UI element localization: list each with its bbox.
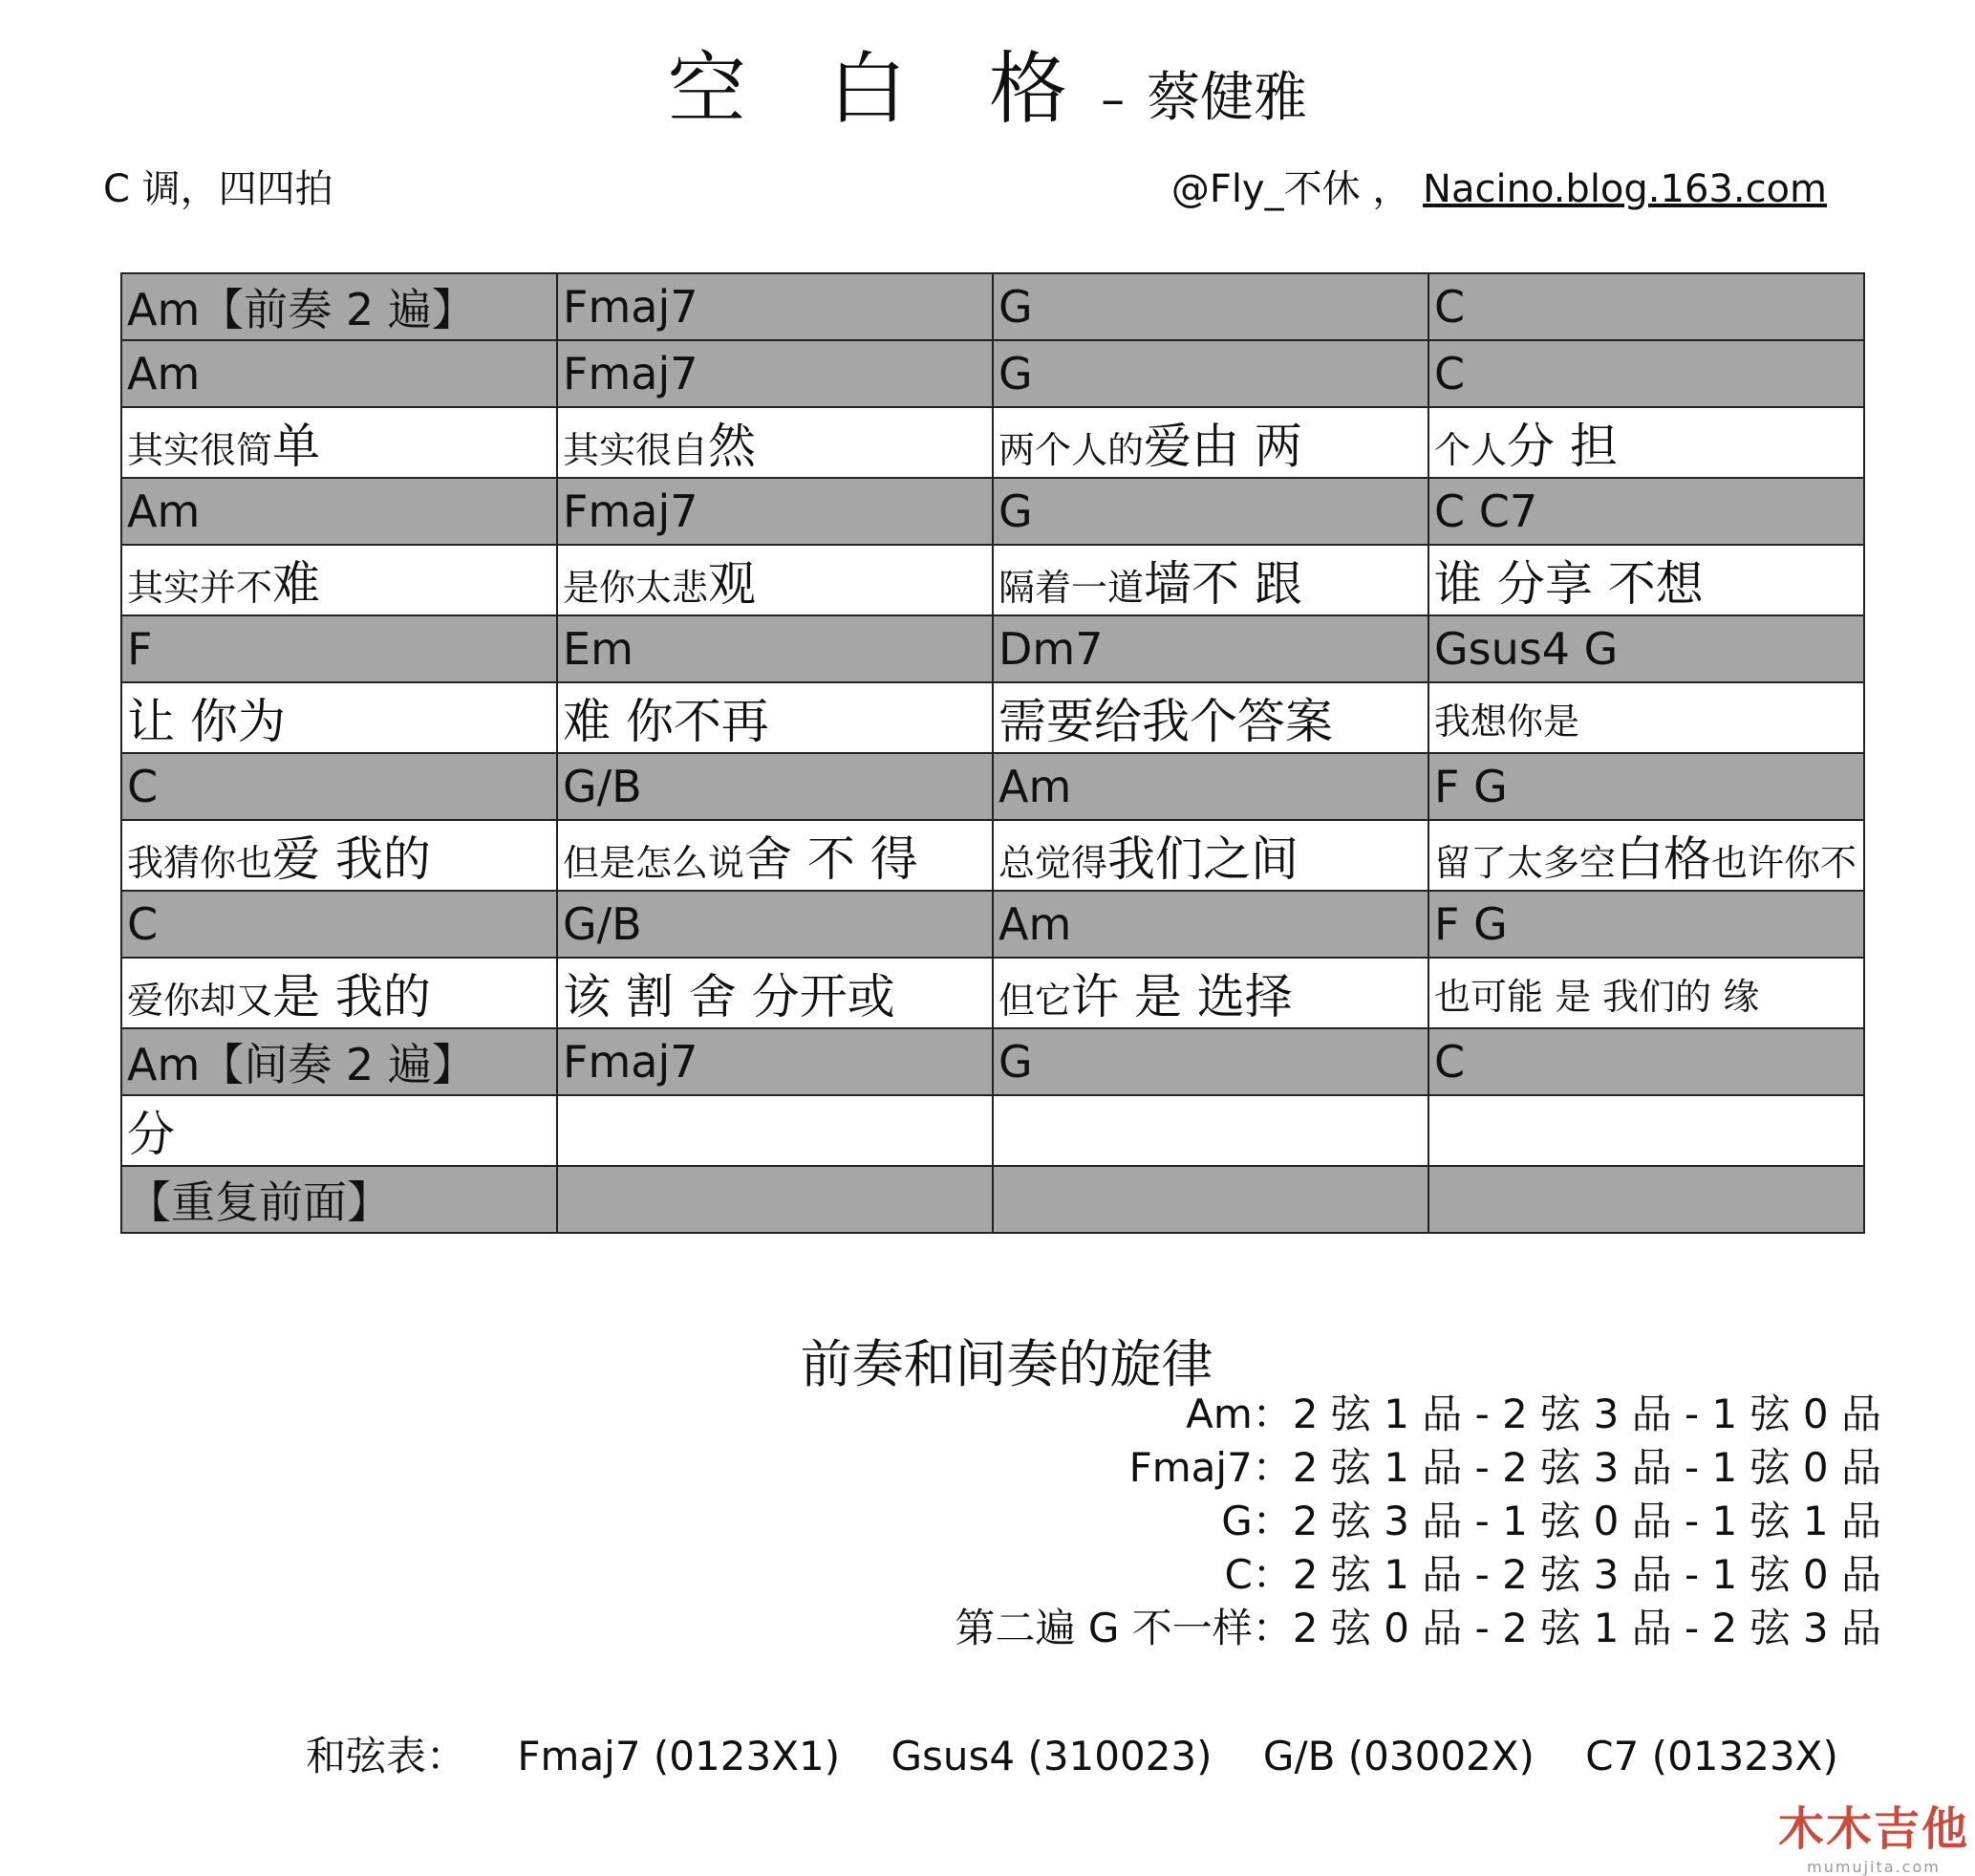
watermark-logo: 木木吉他 <box>1777 1802 1969 1856</box>
lyric-cell <box>557 545 993 615</box>
lyric-small: 留了太多空 <box>1434 842 1617 884</box>
lyric-big: 然 <box>708 419 757 474</box>
melody-line: C：2 弦 1 品 - 2 弦 3 品 - 1 弦 0 品 <box>1224 1551 1881 1598</box>
chord-cell: G <box>993 478 1428 545</box>
chord-table-label: 和弦表： <box>306 1733 467 1779</box>
chord-cell <box>1428 1166 1864 1233</box>
chord-cell: G <box>993 1028 1428 1095</box>
chord-table-item: Fmaj7 (0123X1) <box>517 1733 841 1779</box>
chord-cell: G/B <box>557 753 993 820</box>
lyric-cell <box>1428 545 1864 615</box>
lyric-small: 个人 <box>1434 429 1508 471</box>
lyric-big: 舍 不 得 <box>744 831 918 887</box>
lyric-row <box>121 407 1864 478</box>
lyric-big: 单 <box>272 419 321 474</box>
chord-cell: 【重复前面】 <box>121 1166 557 1233</box>
melody-line: G：2 弦 3 品 - 1 弦 0 品 - 1 弦 1 品 <box>1221 1498 1881 1544</box>
lyric-big: 爱 我的 <box>272 831 431 887</box>
lyric-cell <box>121 1095 557 1166</box>
lyric-cell <box>1428 1095 1864 1166</box>
watermark <box>1778 1792 1969 1876</box>
chord-row <box>121 273 1864 340</box>
lyric-big: 该 割 舍 分开或 <box>563 969 895 1024</box>
lyric-row <box>121 820 1864 891</box>
chord-row <box>121 891 1864 958</box>
lyric-cell <box>1428 407 1864 478</box>
lyric-cell <box>1428 820 1864 891</box>
lyric-cell <box>993 407 1428 478</box>
chord-cell: C C7 <box>1428 478 1864 545</box>
title-dash: – <box>1101 72 1126 127</box>
chord-cell: C <box>121 753 557 820</box>
key-meter: C 调，四四拍 <box>103 167 333 211</box>
chord-cell: Am【前奏 2 遍】 <box>121 273 557 340</box>
lyric-cell <box>993 545 1428 615</box>
chord-cell: F <box>121 615 557 682</box>
melody-line: 第二遍 G 不一样：2 弦 0 品 - 2 弦 1 品 - 2 弦 3 品 <box>955 1605 1881 1651</box>
lyric-row <box>121 682 1864 753</box>
lyric-big: 分 <box>127 1107 175 1162</box>
credit-link[interactable]: Nacino.blog.163.com <box>1423 167 1827 211</box>
chord-row <box>121 1166 1864 1233</box>
chord-cell: Am <box>993 753 1428 820</box>
lyric-cell <box>121 820 557 891</box>
chord-cell: Fmaj7 <box>557 273 993 340</box>
lyric-big: 难 你不再 <box>563 694 769 749</box>
melody-lines <box>955 1388 1881 1655</box>
watermark-url: mumujita.com <box>1807 1858 1941 1876</box>
lyric-cell <box>121 407 557 478</box>
lyric-cell <box>557 682 993 753</box>
lyric-big: 观 <box>708 556 757 612</box>
lyric-row <box>121 1095 1864 1166</box>
lyric-tail: 也许你不 <box>1711 842 1857 884</box>
lyric-small: 其实很简 <box>127 429 273 471</box>
artist-name: 蔡健雅 <box>1147 67 1308 129</box>
lyric-big: 需要给我个答案 <box>998 694 1333 749</box>
chord-cell: Dm7 <box>993 615 1428 682</box>
chord-cell <box>557 1166 993 1233</box>
credit <box>1171 159 1827 213</box>
lyric-cell <box>121 958 557 1028</box>
song-title <box>0 27 1975 139</box>
lyric-big: 爱由 两 <box>1144 419 1302 474</box>
lyric-big: 许 是 选择 <box>1071 969 1293 1024</box>
song-name: 空 白 格 <box>667 44 1096 135</box>
chord-cell: G <box>993 340 1428 407</box>
lyric-small: 其实并不 <box>127 567 273 609</box>
chord-table-item: Gsus4 (310023) <box>891 1733 1213 1779</box>
lyric-cell <box>557 958 993 1028</box>
chord-cell: C <box>1428 1028 1864 1095</box>
lyric-small: 两个人的 <box>998 429 1145 471</box>
chord-row <box>121 753 1864 820</box>
melody-line: Am：2 弦 1 品 - 2 弦 3 品 - 1 弦 0 品 <box>1186 1391 1881 1437</box>
lyric-small: 总觉得 <box>998 842 1108 884</box>
lyric-cell <box>557 820 993 891</box>
lyric-big: 谁 分享 不想 <box>1434 556 1704 612</box>
lyric-big: 难 <box>272 556 321 612</box>
chord-cell <box>993 1166 1428 1233</box>
lyric-big: 分 担 <box>1507 419 1618 474</box>
chord-cell: C <box>121 891 557 958</box>
chord-cell: C <box>1428 273 1864 340</box>
chord-table-item: G/B (03002X) <box>1262 1733 1535 1779</box>
chord-table <box>306 1725 1877 1782</box>
melody-title: 前奏和间奏的旋律 <box>800 1334 1213 1394</box>
chord-cell: Am <box>121 478 557 545</box>
chord-cell: Em <box>557 615 993 682</box>
lyric-small: 但它 <box>998 980 1072 1022</box>
chord-cell: Am【间奏 2 遍】 <box>121 1028 557 1095</box>
lyric-small: 爱你却又 <box>127 980 273 1022</box>
chord-row <box>121 340 1864 407</box>
lyric-cell <box>1428 682 1864 753</box>
chord-cell: Fmaj7 <box>557 1028 993 1095</box>
chord-row <box>121 615 1864 682</box>
chord-cell: F G <box>1428 891 1864 958</box>
lyric-row <box>121 545 1864 615</box>
lyric-cell <box>121 682 557 753</box>
lyric-big: 白格 <box>1616 831 1712 887</box>
chord-cell: Fmaj7 <box>557 478 993 545</box>
lyric-big: 让 你为 <box>127 694 286 749</box>
lyric-small: 隔着一道 <box>998 567 1145 609</box>
lyric-small: 我想你是 <box>1434 701 1580 743</box>
lyric-cell <box>993 958 1428 1028</box>
chord-table-item: C7 (01323X) <box>1585 1733 1838 1779</box>
lyric-cell <box>557 407 993 478</box>
lyric-cell <box>557 1095 993 1166</box>
lyric-row <box>121 958 1864 1028</box>
lyric-cell <box>1428 958 1864 1028</box>
lyric-big: 墙不 跟 <box>1144 556 1302 612</box>
chord-cell: Am <box>121 340 557 407</box>
chord-cell: F G <box>1428 753 1864 820</box>
lyric-small: 但是怎么说 <box>563 842 745 884</box>
chord-sheet <box>120 272 1865 1234</box>
chord-cell: Am <box>993 891 1428 958</box>
lyric-big: 是 我的 <box>272 969 431 1024</box>
lyric-big: 我们之间 <box>1107 831 1299 887</box>
lyric-cell <box>121 545 557 615</box>
chord-cell: Gsus4 G <box>1428 615 1864 682</box>
lyric-small: 我猜你也 <box>127 842 273 884</box>
chord-cell: Fmaj7 <box>557 340 993 407</box>
lyric-cell <box>993 682 1428 753</box>
chord-cell: G <box>993 273 1428 340</box>
credit-name: @Fly_不休 ， <box>1170 167 1411 211</box>
lyric-small: 是你太悲 <box>563 567 709 609</box>
lyric-cell <box>993 1095 1428 1166</box>
lyric-small: 也可能 是 我们的 缘 <box>1434 976 1760 1018</box>
lyric-cell <box>993 820 1428 891</box>
chord-row <box>121 1028 1864 1095</box>
melody-line: Fmaj7：2 弦 1 品 - 2 弦 3 品 - 1 弦 0 品 <box>1128 1444 1881 1491</box>
chord-row <box>121 478 1864 545</box>
chord-cell: C <box>1428 340 1864 407</box>
chord-cell: G/B <box>557 891 993 958</box>
lyric-small: 其实很自 <box>563 429 709 471</box>
